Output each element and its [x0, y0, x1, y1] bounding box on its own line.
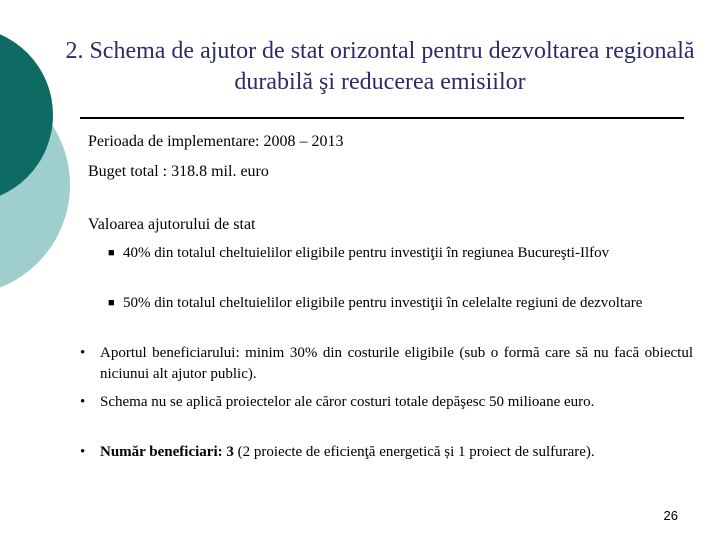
beneficiaries-detail: (2 proiecte de eficienţă energetică și 1 proiect de sulfurare). — [233, 444, 595, 460]
list-item-text: 40% din totalul cheltuielilor eligibile pentru investiţii în regiunea Bucureşti-Ilfov — [123, 245, 610, 261]
list-item-text: 50% din totalul cheltuielilor eligibile pentru investiţii în celelalte regiuni de dezvoltare — [123, 295, 643, 311]
list-item — [108, 243, 688, 264]
total-budget: Buget total : 318.8 mil. euro — [88, 163, 269, 180]
square-bullet-icon: ■ — [108, 297, 115, 309]
bullet-icon: • — [80, 444, 86, 460]
bullet-icon: • — [80, 394, 86, 410]
bullet-icon: • — [80, 345, 86, 361]
implementation-period: Perioada de implementare: 2008 – 2013 — [88, 133, 344, 150]
square-bullet-icon: ■ — [108, 247, 115, 259]
list-item — [108, 293, 688, 314]
list-item — [80, 343, 693, 385]
aid-value-heading: Valoarea ajutorului de stat — [88, 216, 256, 233]
list-item-text: Aportul beneficiarului: minim 30% din costurile eligibile (sub o formă care să nu facă obiectul niciunui alt ajutor public). — [100, 345, 693, 382]
list-item — [80, 392, 693, 413]
title-divider — [80, 117, 684, 119]
beneficiaries-label: Număr beneficiari: 3 — [100, 444, 234, 460]
page-number: 26 — [663, 508, 678, 523]
list-item — [80, 442, 693, 463]
list-item-text: Schema nu se aplică proiectelor ale căror costuri totale depăşesc 50 milioane euro. — [100, 394, 595, 410]
slide-title: 2. Schema de ajutor de stat orizontal pentru dezvoltarea regională durabilă şi reducerea emisiilor — [65, 38, 695, 95]
